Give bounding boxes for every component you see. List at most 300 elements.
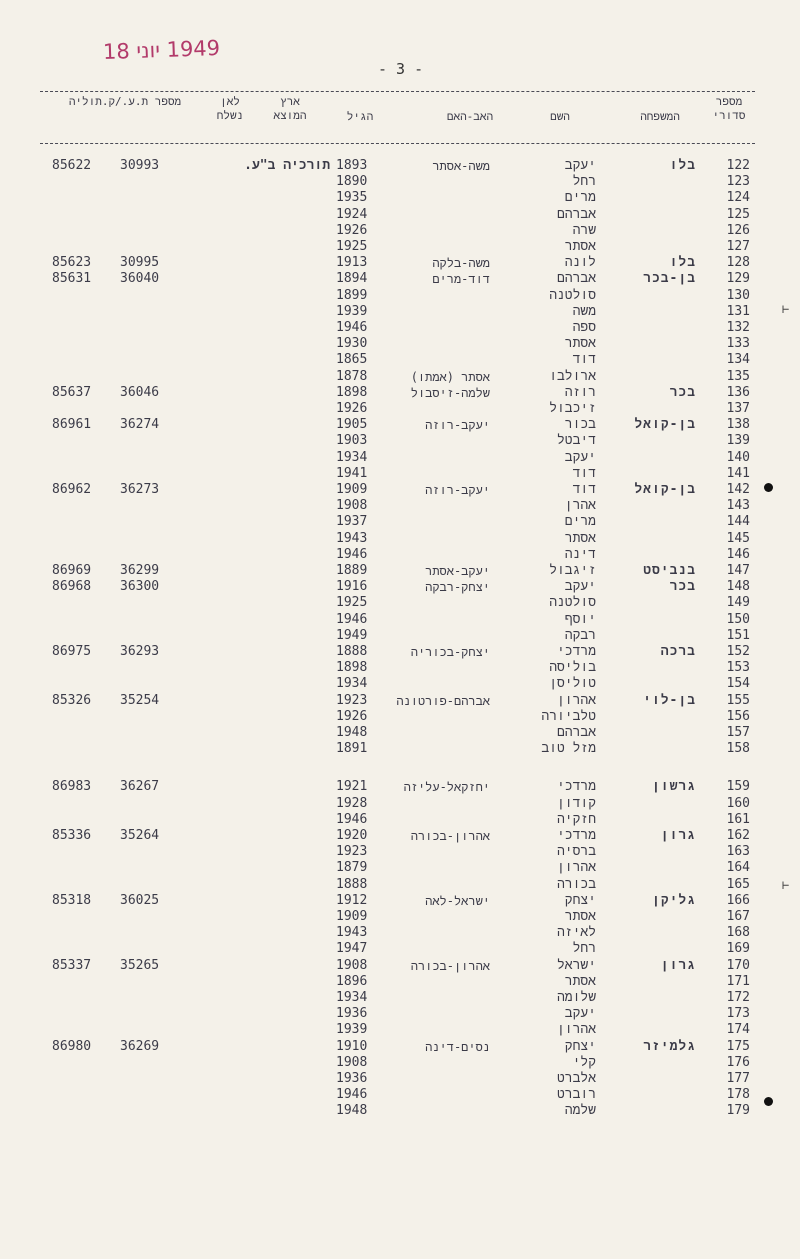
table-row xyxy=(0,450,800,466)
given-name-cell: שלומה xyxy=(556,990,596,1005)
serial-number-cell: 160 xyxy=(726,795,750,811)
given-name-cell: אלברט xyxy=(556,1071,596,1086)
birth-year-cell: 1913 xyxy=(336,255,368,271)
table-row xyxy=(0,336,800,352)
registry-number-cell: 85318 xyxy=(52,892,92,908)
table-row xyxy=(0,1022,800,1038)
given-name-cell: סולטנה xyxy=(549,287,596,303)
serial-number-cell: 132 xyxy=(726,320,750,335)
table-row xyxy=(0,158,800,174)
family-name-cell: בן-קואל xyxy=(634,482,696,497)
serial-number-cell: 164 xyxy=(726,860,750,876)
parents-cell: ישראל-לאה xyxy=(425,893,490,908)
serial-number-cell: 152 xyxy=(726,644,750,659)
family-name-cell: גרון xyxy=(660,828,696,843)
birth-year-cell: 1888 xyxy=(336,876,368,892)
serial-number-cell: 172 xyxy=(726,990,750,1005)
registry-number-cell: 85326 xyxy=(52,692,92,708)
table-row xyxy=(0,1039,800,1055)
birth-year-cell: 1939 xyxy=(336,303,368,319)
birth-year-cell: 1923 xyxy=(336,844,368,860)
certificate-number-cell: 36293 xyxy=(120,644,160,659)
given-name-cell: זיכבול xyxy=(549,401,596,416)
given-name-cell: רוברט xyxy=(556,1087,596,1103)
table-row xyxy=(0,401,800,417)
given-name-cell: קודון xyxy=(556,795,596,811)
serial-number-cell: 131 xyxy=(726,303,750,319)
registry-number-cell: 86961 xyxy=(52,417,92,433)
certificate-number-cell: 36046 xyxy=(120,384,160,400)
birth-year-cell: 1943 xyxy=(336,530,368,546)
birth-year-cell: 1926 xyxy=(336,222,368,238)
family-name-cell: גליקן xyxy=(651,892,696,908)
parents-cell: יצחק-בכוריה xyxy=(410,645,490,659)
given-name-cell: טלביורה xyxy=(541,708,596,724)
birth-year-cell: 1898 xyxy=(336,384,368,400)
header-bottom-rule xyxy=(40,143,755,144)
birth-year-cell: 1908 xyxy=(336,498,368,514)
registry-number-cell: 86968 xyxy=(52,579,92,595)
serial-number-cell: 151 xyxy=(726,627,750,643)
birth-year-cell: 1939 xyxy=(336,1022,368,1038)
birth-year-cell: 1909 xyxy=(336,909,368,924)
parents-cell: אסתר (אמתו) xyxy=(410,369,490,384)
given-name-cell: בכורה xyxy=(556,876,596,892)
birth-year-cell: 1903 xyxy=(336,433,368,449)
given-name-cell: אהרון xyxy=(556,860,596,876)
registry-number-cell: 86980 xyxy=(52,1038,92,1054)
birth-year-cell: 1941 xyxy=(336,465,368,481)
table-row xyxy=(0,725,800,741)
serial-number-cell: 122 xyxy=(726,158,750,173)
serial-number-cell: 163 xyxy=(726,844,750,860)
given-name-cell: יצחק xyxy=(564,892,596,908)
family-name-cell: בן-קואל xyxy=(634,417,696,433)
serial-number-cell: 134 xyxy=(726,352,750,368)
certificate-number-cell: 36040 xyxy=(120,271,160,287)
serial-number-cell: 143 xyxy=(726,498,750,514)
birth-year-cell: 1926 xyxy=(336,708,368,724)
serial-number-cell: 153 xyxy=(726,660,750,676)
registry-number-cell: 85337 xyxy=(52,957,92,973)
serial-number-cell: 129 xyxy=(726,271,750,287)
header-parents: האב-האם xyxy=(446,110,494,123)
serial-number-cell: 177 xyxy=(726,1071,750,1086)
given-name-cell: בוליסה xyxy=(549,660,596,676)
table-row xyxy=(0,385,800,401)
given-name-cell: רחל xyxy=(572,941,596,957)
given-name-cell: רבקה xyxy=(564,627,596,643)
certificate-number-cell: 36269 xyxy=(120,1038,160,1054)
serial-number-cell: 130 xyxy=(726,287,750,303)
table-row xyxy=(0,498,800,514)
table-row xyxy=(0,223,800,239)
given-name-cell: מרדכי xyxy=(556,779,596,795)
birth-year-cell: 1943 xyxy=(336,925,368,941)
serial-number-cell: 175 xyxy=(726,1038,750,1054)
given-name-cell: אהרן xyxy=(564,498,596,514)
table-row xyxy=(0,190,800,206)
given-name-cell: בכור xyxy=(564,417,596,433)
serial-number-cell: 147 xyxy=(726,563,750,578)
table-row xyxy=(0,909,800,925)
serial-number-cell: 154 xyxy=(726,676,750,692)
given-name-cell: משה xyxy=(572,303,596,319)
registry-number-cell: 85622 xyxy=(52,158,92,173)
parents-cell: דוד-מרים xyxy=(432,272,490,287)
binder-hole xyxy=(764,1097,773,1106)
serial-number-cell: 157 xyxy=(726,725,750,740)
given-name-cell: לונה xyxy=(564,255,596,271)
registry-number-cell: 85631 xyxy=(52,271,92,287)
certificate-number-cell: 35265 xyxy=(120,957,160,973)
given-name-cell: דיבטל xyxy=(556,433,596,449)
header-number: מספר ת.ע./ק.תוליה xyxy=(68,95,182,108)
certificate-number-cell: 35264 xyxy=(120,828,160,843)
parents-cell: אברהם-פורטונה xyxy=(396,693,490,708)
registry-number-cell: 85637 xyxy=(52,384,92,400)
birth-year-cell: 1896 xyxy=(336,973,368,989)
given-name-cell: אסתר xyxy=(564,239,596,254)
certificate-number-cell: 36299 xyxy=(120,563,160,578)
birth-year-cell: 1891 xyxy=(336,741,368,757)
header-name: השם xyxy=(550,110,570,123)
table-row xyxy=(0,482,800,498)
serial-number-cell: 125 xyxy=(726,206,750,222)
table-row xyxy=(0,1087,800,1103)
family-name-cell: גלמיזר xyxy=(643,1038,696,1054)
serial-number-cell: 142 xyxy=(726,482,750,497)
birth-year-cell: 1893 xyxy=(336,158,368,173)
given-name-cell: רחל xyxy=(572,174,596,190)
table-row xyxy=(0,893,800,909)
table-row xyxy=(0,531,800,547)
table-row xyxy=(0,941,800,957)
serial-number-cell: 128 xyxy=(726,255,750,271)
table-row xyxy=(0,693,800,709)
header-top-rule xyxy=(40,91,755,92)
given-name-cell: מרדכי xyxy=(556,828,596,843)
given-name-cell: דוד xyxy=(572,465,596,481)
table-row xyxy=(0,812,800,828)
birth-year-cell: 1912 xyxy=(336,892,368,908)
table-row xyxy=(0,844,800,860)
birth-year-cell: 1946 xyxy=(336,320,368,335)
serial-number-cell: 161 xyxy=(726,811,750,827)
certificate-number-cell: 36267 xyxy=(120,779,160,795)
given-name-cell: מרדכי xyxy=(556,644,596,659)
given-name-cell: ספה xyxy=(572,320,596,335)
table-row xyxy=(0,255,800,271)
serial-number-cell: 146 xyxy=(726,546,750,562)
given-name-cell: אסתר xyxy=(564,336,596,352)
table-row xyxy=(0,860,800,876)
birth-year-cell: 1921 xyxy=(336,779,368,795)
table-row xyxy=(0,676,800,692)
registry-number-cell: 86983 xyxy=(52,779,92,795)
table-row xyxy=(0,796,800,812)
table-row xyxy=(0,239,800,255)
serial-number-cell: 123 xyxy=(726,174,750,190)
parents-cell: יצחק-רבקה xyxy=(425,580,490,595)
given-name-cell: אהרון xyxy=(556,1022,596,1038)
table-row xyxy=(0,207,800,223)
birth-year-cell: 1925 xyxy=(336,239,368,254)
given-name-cell: שלמה xyxy=(564,1103,596,1119)
serial-number-cell: 127 xyxy=(726,239,750,254)
registry-number-cell: 85336 xyxy=(52,828,92,843)
table-row xyxy=(0,1071,800,1087)
birth-year-cell: 1946 xyxy=(336,811,368,827)
given-name-cell: שרה xyxy=(572,222,596,238)
table-row xyxy=(0,1006,800,1022)
table-row xyxy=(0,612,800,628)
edge-mark: ⊢ xyxy=(782,302,790,316)
given-name-cell: רוזה xyxy=(564,384,596,400)
table-row xyxy=(0,877,800,893)
certificate-number-cell: 36300 xyxy=(120,579,160,595)
family-name-cell: בן-בכר xyxy=(643,271,696,287)
certificate-number-cell: 30993 xyxy=(120,158,160,173)
header-country-origin: ארץ המוצא xyxy=(273,95,307,122)
table-row xyxy=(0,1055,800,1071)
family-name-cell: גרשון xyxy=(651,779,696,795)
serial-number-cell: 149 xyxy=(726,595,750,611)
serial-number-cell: 148 xyxy=(726,579,750,595)
table-row xyxy=(0,288,800,304)
given-name-cell: דוד xyxy=(572,352,596,368)
serial-number-cell: 145 xyxy=(726,530,750,546)
serial-number-cell: 126 xyxy=(726,222,750,238)
serial-number-cell: 167 xyxy=(726,909,750,924)
parents-cell: משה-אסתר xyxy=(432,159,490,173)
registry-number-cell: 85623 xyxy=(52,255,92,271)
country-origin-cell: תורכיה ב"ע. xyxy=(244,158,330,173)
birth-year-cell: 1879 xyxy=(336,860,368,876)
birth-year-cell: 1923 xyxy=(336,692,368,708)
table-row xyxy=(0,958,800,974)
given-name-cell: אהרון xyxy=(556,692,596,708)
parents-cell: אהרון-בכורה xyxy=(410,829,490,843)
parents-cell: נסים-דינה xyxy=(425,1039,490,1054)
given-name-cell: ישראל xyxy=(556,957,596,973)
given-name-cell: דוד xyxy=(572,482,596,497)
serial-number-cell: 178 xyxy=(726,1087,750,1103)
given-name-cell: אברהם xyxy=(556,206,596,222)
header-destination: לאן נשלח xyxy=(216,95,244,122)
serial-number-cell: 159 xyxy=(726,779,750,795)
birth-year-cell: 1920 xyxy=(336,828,368,843)
certificate-number-cell: 30995 xyxy=(120,255,160,271)
serial-number-cell: 137 xyxy=(726,401,750,416)
family-name-cell: בכר xyxy=(669,579,696,595)
serial-number-cell: 174 xyxy=(726,1022,750,1038)
birth-year-cell: 1898 xyxy=(336,660,368,676)
serial-number-cell: 169 xyxy=(726,941,750,957)
given-name-cell: מרים xyxy=(564,514,596,530)
given-name-cell: חזקיה xyxy=(556,811,596,827)
given-name-cell: סולטנה xyxy=(549,595,596,611)
birth-year-cell: 1905 xyxy=(336,417,368,433)
birth-year-cell: 1878 xyxy=(336,368,368,384)
serial-number-cell: 138 xyxy=(726,417,750,433)
table-row xyxy=(0,925,800,941)
birth-year-cell: 1934 xyxy=(336,449,368,465)
table-row xyxy=(0,644,800,660)
table-row xyxy=(0,514,800,530)
table-row xyxy=(0,990,800,1006)
serial-number-cell: 139 xyxy=(726,433,750,449)
given-name-cell: יעקב xyxy=(564,158,596,173)
given-name-cell: דינה xyxy=(564,546,596,562)
table-row xyxy=(0,174,800,190)
birth-year-cell: 1936 xyxy=(336,1006,368,1022)
family-name-cell: ברכה xyxy=(660,644,696,659)
certificate-number-cell: 36274 xyxy=(120,417,160,433)
binder-hole xyxy=(764,483,773,492)
birth-year-cell: 1936 xyxy=(336,1071,368,1086)
birth-year-cell: 1889 xyxy=(336,563,368,578)
birth-year-cell: 1910 xyxy=(336,1038,368,1054)
table-row xyxy=(0,417,800,433)
table-row xyxy=(0,466,800,482)
given-name-cell: יעקב xyxy=(564,1006,596,1022)
serial-number-cell: 158 xyxy=(726,741,750,757)
given-name-cell: יצחק xyxy=(564,1038,596,1054)
registry-number-cell: 86969 xyxy=(52,563,92,578)
serial-number-cell: 150 xyxy=(726,611,750,627)
edge-mark: ⊢ xyxy=(782,878,790,892)
serial-number-cell: 166 xyxy=(726,892,750,908)
given-name-cell: מרים xyxy=(564,190,596,206)
serial-number-cell: 170 xyxy=(726,957,750,973)
given-name-cell: ארולבו xyxy=(549,368,596,384)
birth-year-cell: 1909 xyxy=(336,482,368,497)
serial-number-cell: 168 xyxy=(726,925,750,941)
birth-year-cell: 1934 xyxy=(336,676,368,692)
table-row xyxy=(0,433,800,449)
family-name-cell: בלו xyxy=(669,158,696,173)
table-row xyxy=(0,828,800,844)
serial-number-cell: 141 xyxy=(726,465,750,481)
birth-year-cell: 1890 xyxy=(336,174,368,190)
serial-number-cell: 136 xyxy=(726,384,750,400)
header-family: המשפחה xyxy=(640,110,680,123)
birth-year-cell: 1934 xyxy=(336,990,368,1005)
serial-number-cell: 176 xyxy=(726,1054,750,1070)
birth-year-cell: 1888 xyxy=(336,644,368,659)
table-row xyxy=(0,579,800,595)
date-stamp: 1949 יוני 18 xyxy=(102,35,221,65)
certificate-number-cell: 36273 xyxy=(120,482,160,497)
serial-number-cell: 124 xyxy=(726,190,750,206)
birth-year-cell: 1930 xyxy=(336,336,368,352)
serial-number-cell: 156 xyxy=(726,708,750,724)
table-row xyxy=(0,1103,800,1119)
birth-year-cell: 1947 xyxy=(336,941,368,957)
table-row xyxy=(0,547,800,563)
birth-year-cell: 1946 xyxy=(336,546,368,562)
table-row xyxy=(0,779,800,795)
parents-cell: שלמה-זיסבול xyxy=(410,385,490,400)
serial-number-cell: 144 xyxy=(726,514,750,530)
table-row xyxy=(0,660,800,676)
birth-year-cell: 1908 xyxy=(336,957,368,973)
header-age: הגיל xyxy=(346,110,374,123)
serial-number-cell: 133 xyxy=(726,336,750,352)
birth-year-cell: 1908 xyxy=(336,1054,368,1070)
given-name-cell: קלי xyxy=(572,1054,596,1070)
given-name-cell: אברהם xyxy=(556,725,596,740)
certificate-number-cell: 35254 xyxy=(120,692,160,708)
table-row xyxy=(0,741,800,757)
parents-cell: משה-בלקה xyxy=(432,256,490,271)
serial-number-cell: 162 xyxy=(726,828,750,843)
birth-year-cell: 1949 xyxy=(336,627,368,643)
table-row xyxy=(0,709,800,725)
birth-year-cell: 1926 xyxy=(336,401,368,416)
birth-year-cell: 1946 xyxy=(336,611,368,627)
header-serial: מספר סדורי xyxy=(712,95,746,122)
given-name-cell: אברהם xyxy=(556,271,596,287)
given-name-cell: ברסיה xyxy=(556,844,596,860)
table-row xyxy=(0,320,800,336)
table-row xyxy=(0,628,800,644)
parents-cell: יעקב-רוזה xyxy=(425,483,490,497)
family-name-cell: בלו xyxy=(669,255,696,271)
birth-year-cell: 1865 xyxy=(336,352,368,368)
page-number: - 3 - xyxy=(378,60,424,78)
serial-number-cell: 135 xyxy=(726,368,750,384)
serial-number-cell: 155 xyxy=(726,692,750,708)
registry-number-cell: 86975 xyxy=(52,644,92,659)
serial-number-cell: 165 xyxy=(726,876,750,892)
table-row xyxy=(0,595,800,611)
given-name-cell: אסתר xyxy=(564,909,596,924)
table-row xyxy=(0,271,800,287)
given-name-cell: יעקב xyxy=(564,579,596,595)
registry-number-cell: 86962 xyxy=(52,482,92,497)
birth-year-cell: 1937 xyxy=(336,514,368,530)
birth-year-cell: 1946 xyxy=(336,1087,368,1103)
serial-number-cell: 171 xyxy=(726,973,750,989)
birth-year-cell: 1924 xyxy=(336,206,368,222)
table-row xyxy=(0,369,800,385)
parents-cell: יעקב-רוזה xyxy=(425,418,490,433)
certificate-number-cell: 36025 xyxy=(120,892,160,908)
given-name-cell: אסתר xyxy=(564,973,596,989)
table-row xyxy=(0,974,800,990)
birth-year-cell: 1935 xyxy=(336,190,368,206)
given-name-cell: מזל טוב xyxy=(541,741,596,757)
table-row xyxy=(0,352,800,368)
birth-year-cell: 1916 xyxy=(336,579,368,595)
parents-cell: יעקב-אסתר xyxy=(425,564,490,578)
family-name-cell: בנביסט xyxy=(643,563,696,578)
parents-cell: יחזקאל-עליזה xyxy=(403,780,490,795)
given-name-cell: זיגבול xyxy=(549,563,596,578)
given-name-cell: יוסף xyxy=(564,611,596,627)
given-name-cell: לאיזה xyxy=(556,925,596,941)
table-row xyxy=(0,304,800,320)
given-name-cell: אסתר xyxy=(564,530,596,546)
parents-cell: אהרון-בכורה xyxy=(410,958,490,973)
family-name-cell: בן-לוי xyxy=(643,692,696,708)
given-name-cell: יעקב xyxy=(564,449,596,465)
birth-year-cell: 1928 xyxy=(336,795,368,811)
table-row xyxy=(0,563,800,579)
birth-year-cell: 1948 xyxy=(336,1103,368,1119)
